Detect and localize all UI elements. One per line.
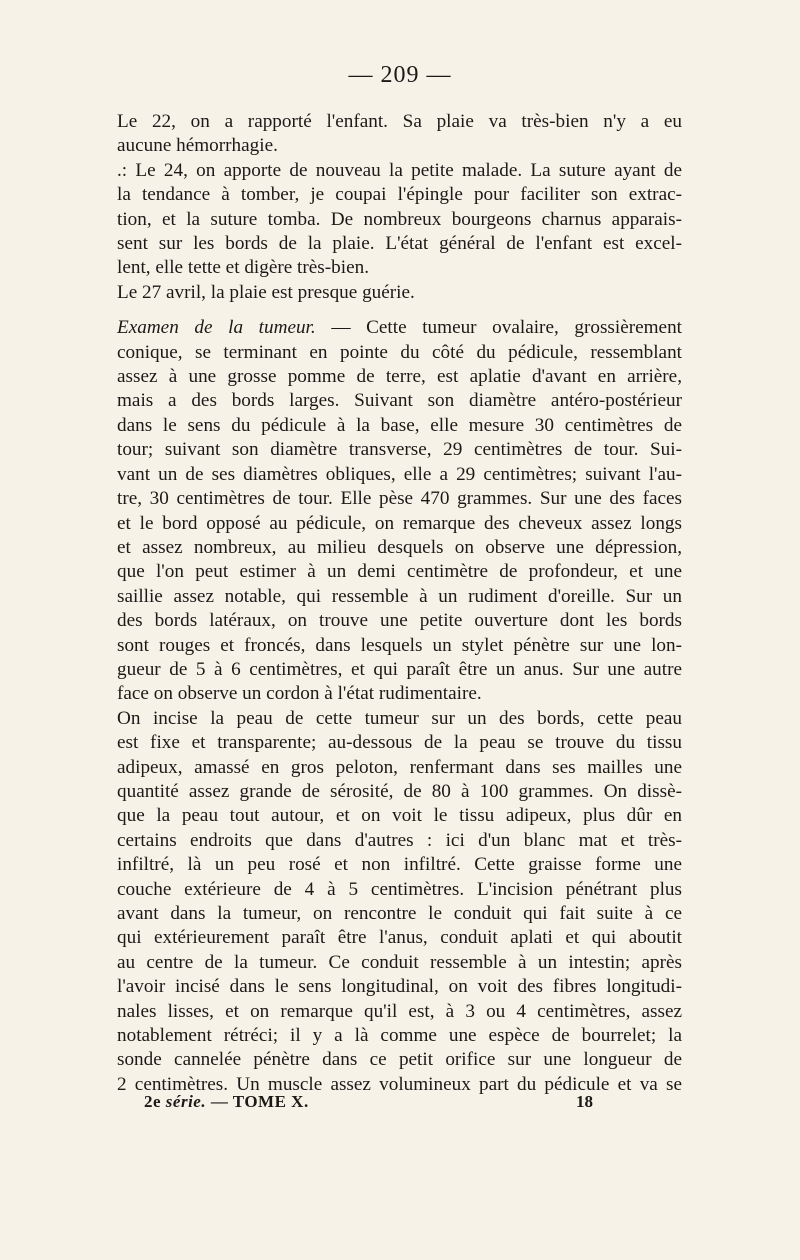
text-line: la tendance à tomber, je coupai l'épingle pour faciliter son extrac- xyxy=(117,184,682,206)
text-line: Le 27 avril, la plaie est presque guérie. xyxy=(117,281,415,303)
text-line: est fixe et transparente; au-dessous de la peau se trouve du tissu xyxy=(117,732,682,754)
text-line: conique, se terminant en pointe du côté du pédicule, ressemblant xyxy=(117,341,682,363)
text-line: quantité assez grande de sérosité, de 80 à 100 grammes. On dissè- xyxy=(117,780,682,802)
text-line: aucune hémorrhagie. xyxy=(117,135,278,157)
section-title: Examen de la tumeur. xyxy=(117,317,316,339)
text-line: dans le sens du pédicule à la base, elle mesure 30 centimètres de xyxy=(117,414,682,436)
text-line: nales lisses, et on remarque qu'il est, à 3 ou 4 centimètres, assez xyxy=(117,1000,682,1022)
body-text xyxy=(117,110,682,1097)
text-line: que l'on peut estimer à un demi centimètre de profondeur, et une xyxy=(117,561,682,583)
text-line: vant un de ses diamètres obliques, elle a 29 centimètres; suivant l'au- xyxy=(117,463,682,485)
text-line: et le bord opposé au pédicule, on remarque des cheveux assez longs xyxy=(117,512,682,534)
text-line: saillie assez notable, qui ressemble à un rudiment d'oreille. Sur un xyxy=(117,585,682,607)
text-line: tour; suivant son diamètre transverse, 29 centimètres de tour. Sui- xyxy=(117,439,682,461)
page-number: — 209 — xyxy=(348,62,452,88)
text-line: couche extérieure de 4 à 5 centimètres. L'incision pénétrant plus xyxy=(117,878,682,900)
text-line: tre, 30 centimètres de tour. Elle pèse 470 grammes. Sur une des faces xyxy=(117,488,682,510)
text-line: avant dans la tumeur, on rencontre le conduit qui fait suite à ce xyxy=(117,903,682,924)
text-line: lent, elle tette et digère très-bien. xyxy=(117,257,369,279)
text-line: assez à une grosse pomme de terre, est aplatie d'avant en arrière, xyxy=(117,366,682,388)
section-first-line xyxy=(117,316,682,340)
text-line: 2 centimètres. Un muscle assez volumineux part du pédicule et va se xyxy=(117,1073,682,1095)
tome-label: — TOME X. xyxy=(206,1092,309,1111)
text-line: adipeux, amassé en gros peloton, renfermant dans ses mailles une xyxy=(117,756,682,778)
text-line: l'avoir incisé dans le sens longitudinal, on voit des fibres longitudi- xyxy=(117,976,682,998)
text-line: .: Le 24, on apporte de nouveau la petite malade. La suture ayant de xyxy=(117,159,682,181)
text-line: gueur de 5 à 6 centimètres, et qui paraît être un anus. Sur une autre xyxy=(117,658,682,680)
text-line: certains endroits que dans d'autres : ici d'un blanc mat et très- xyxy=(117,829,682,851)
text-line: notablement rétréci; il y a là comme une espèce de bourrelet; la xyxy=(117,1025,682,1047)
section-first-line-rest: — Cette tumeur ovalaire, grossièrement xyxy=(315,317,683,339)
series-number: 2e xyxy=(144,1092,162,1111)
text-line: Le 22, on a rapporté l'enfant. Sa plaie va très-bien n'y a eu xyxy=(117,111,682,132)
sheet-signature: 18 xyxy=(576,1092,593,1111)
text-line: tion, et la suture tomba. De nombreux bourgeons charnus apparais- xyxy=(117,208,682,230)
text-line: mais a des bords larges. Suivant son diamètre antéro-postérieur xyxy=(117,390,682,412)
text-line: sent sur les bords de la plaie. L'état général de l'enfant est excel- xyxy=(117,233,682,255)
text-line: sont rouges et froncés, dans lesquels un stylet pénètre sur une lon- xyxy=(117,634,682,656)
text-line: que la peau tout autour, et on voit le tissu adipeux, plus dûr en xyxy=(117,805,682,827)
text-line: au centre de la tumeur. Ce conduit ressemble à un intestin; après xyxy=(117,951,682,973)
series-signature xyxy=(144,1092,309,1112)
paragraph-gap xyxy=(117,305,682,316)
text-line: infiltré, là un peu rosé et non infiltré. Cette graisse forme une xyxy=(117,854,682,876)
series-word: série. xyxy=(165,1092,207,1111)
text-line: face on observe un cordon à l'état rudimentaire. xyxy=(117,683,482,705)
text-line: qui extérieurement paraît être l'anus, conduit aplati et qui aboutit xyxy=(117,927,682,949)
text-line: On incise la peau de cette tumeur sur un des bords, cette peau xyxy=(117,707,682,729)
text-line: et assez nombreux, au milieu desquels on observe une dépression, xyxy=(117,536,682,558)
text-line: sonde cannelée pénètre dans ce petit orifice sur une longueur de xyxy=(117,1049,682,1071)
text-line: des bords latéraux, on trouve une petite ouverture dont les bords xyxy=(117,610,682,632)
